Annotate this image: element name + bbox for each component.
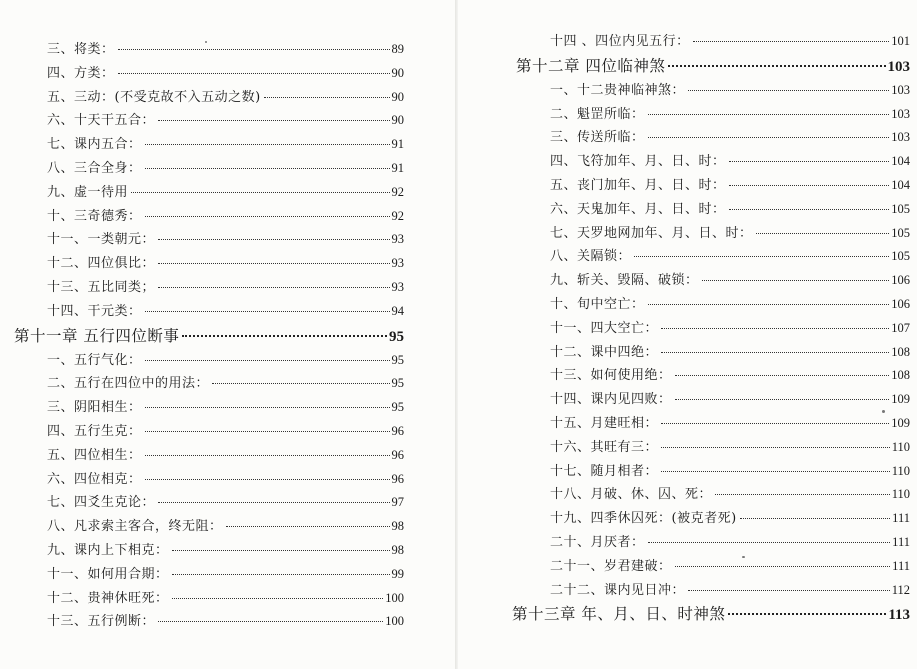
toc-entry-title: 九、虚一待用: [47, 184, 129, 200]
toc-entry: [0, 563, 404, 587]
toc-entry-title: 五、四位相生：: [47, 447, 142, 463]
toc-entry-title: 十八、月破、休、囚、死：: [550, 487, 713, 503]
toc-entry: [0, 349, 404, 373]
toc-page-number: 98: [391, 542, 404, 557]
toc-entry-title: 五、丧门加年、月、日、时：: [550, 177, 726, 193]
toc-entry-title: 四、五行生克：: [47, 423, 142, 439]
toc-entry: [458, 579, 910, 603]
toc-entry-title: 七、天罗地网加年、月、日、时：: [550, 225, 753, 241]
toc-entry: [458, 555, 910, 579]
toc-page-number: 91: [391, 137, 404, 152]
toc-page-number: 111: [892, 511, 910, 526]
dot-leader: [145, 311, 390, 312]
toc-entry-title: 三、传送所临：: [550, 130, 645, 146]
toc-chapter-heading: [458, 602, 910, 627]
toc-page-number: 92: [391, 208, 404, 223]
toc-page-number: 94: [391, 303, 404, 318]
toc-page-number: 110: [891, 487, 910, 502]
toc-entry: [458, 245, 910, 269]
toc-page-number: 103: [891, 82, 910, 97]
toc-entry: [0, 109, 404, 133]
toc-entry-title: 十三、五比同类；: [47, 279, 156, 295]
toc-page-number: 89: [391, 42, 404, 56]
dot-leader: [172, 574, 390, 575]
toc-entry: [0, 181, 404, 205]
toc-entry: [0, 86, 404, 110]
dot-leader: [661, 471, 890, 472]
print-speck: [882, 410, 885, 413]
toc-entry-title: 十四、课内见四败：: [550, 392, 672, 408]
toc-page-number: 110: [891, 439, 910, 454]
toc-entry: [458, 460, 910, 484]
toc-entry-title: 二十二、课内见日冲：: [550, 582, 686, 598]
toc-page-number: 105: [891, 249, 910, 264]
toc-entry-title: 十四 、四位内见五行：: [550, 34, 690, 49]
dot-leader: [158, 502, 389, 503]
dot-leader: [675, 399, 890, 400]
toc-entry: [0, 396, 404, 420]
toc-page-number: 90: [391, 65, 404, 80]
toc-page-number: 104: [891, 177, 910, 192]
toc-entry-title: 二、五行在四位中的用法：: [47, 376, 210, 392]
toc-list-left: [0, 38, 404, 634]
dot-leader: [688, 90, 889, 91]
toc-entry-title: 九、课内上下相克：: [47, 542, 169, 558]
toc-page-number: 106: [891, 296, 910, 311]
toc-page-number: 96: [391, 471, 404, 486]
print-speck: [205, 41, 207, 43]
toc-entry-title: 十一、如何用合期：: [47, 566, 169, 582]
dot-leader: [661, 447, 890, 448]
dot-leader: [661, 328, 889, 329]
toc-entry-title: 十七、随月相者：: [550, 463, 659, 479]
toc-entry: [0, 515, 404, 539]
toc-entry: [458, 317, 910, 341]
left-page: [0, 0, 455, 669]
toc-entry-title: 十一、四大空亡：: [550, 320, 659, 336]
toc-entry-title: 十五、月建旺相：: [550, 415, 659, 431]
dot-leader: [675, 566, 891, 567]
toc-page-number: 108: [891, 344, 910, 359]
toc-entry-title: 一、五行气化：: [47, 352, 142, 368]
dot-leader: [702, 280, 890, 281]
toc-page-number: 95: [391, 400, 404, 415]
toc-page-number: 99: [391, 566, 404, 581]
dot-leader: [661, 423, 889, 424]
toc-entry: [0, 444, 404, 468]
toc-chapter-heading: [458, 54, 910, 79]
dot-leader: [145, 455, 390, 456]
toc-entry-title: 十二、四位俱比：: [47, 256, 156, 272]
toc-page-number: 98: [391, 519, 404, 534]
toc-entry-title: 三、将类：: [47, 42, 115, 57]
toc-page-number: 91: [391, 160, 404, 175]
dot-leader: [740, 518, 891, 519]
toc-entry: [0, 300, 404, 324]
dot-leader: [648, 304, 890, 305]
toc-entry: [458, 483, 910, 507]
dot-leader: [172, 598, 384, 599]
toc-entry-title: 十二、贵神休旺死：: [47, 590, 169, 606]
dot-leader: [131, 192, 389, 193]
dot-leader: [648, 137, 890, 138]
toc-entry-title: 第十一章 五行四位断事: [14, 326, 180, 345]
toc-entry-title: 第十三章 年、月、日、时神煞: [512, 605, 726, 624]
toc-entry-title: 七、四爻生克论：: [47, 495, 156, 511]
toc-entry-title: 十、三奇德秀：: [47, 208, 142, 224]
dot-leader: [182, 335, 387, 337]
toc-entry-title: 八、凡求索主客合，终无阻：: [47, 519, 223, 535]
dot-leader: [145, 407, 390, 408]
toc-page-number: 96: [391, 447, 404, 462]
dot-leader: [158, 263, 389, 264]
dot-leader: [648, 114, 890, 115]
toc-page-number: 93: [391, 279, 404, 294]
dot-leader: [729, 185, 890, 186]
toc-page-number: 113: [888, 607, 910, 624]
toc-page-number: 95: [389, 328, 404, 345]
dot-leader: [729, 209, 890, 210]
dot-leader: [172, 550, 390, 551]
toc-entry-title: 十三、五行例断：: [47, 614, 156, 630]
toc-entry-title: 十、旬中空亡：: [550, 296, 645, 312]
toc-entry: [458, 341, 910, 365]
toc-entry: [0, 468, 404, 492]
toc-entry: [458, 364, 910, 388]
dot-leader: [634, 256, 889, 257]
toc-entry-title: 二十一、岁君建破：: [550, 558, 672, 574]
toc-entry: [458, 507, 910, 531]
toc-entry-title: 六、天鬼加年、月、日、时：: [550, 201, 726, 217]
toc-entry: [458, 79, 910, 103]
toc-entry: [0, 252, 404, 276]
toc-page-number: 111: [892, 534, 910, 549]
toc-entry: [458, 174, 910, 198]
toc-entry-title: 第十二章 四位临神煞: [516, 56, 666, 75]
toc-entry-title: 四、飞符加年、月、日、时：: [550, 154, 726, 170]
dot-leader: [729, 161, 890, 162]
toc-entry: [458, 293, 910, 317]
dot-leader: [145, 431, 390, 432]
toc-entry: [0, 372, 404, 396]
toc-entry: [458, 388, 910, 412]
toc-page-number: 107: [891, 320, 910, 335]
toc-page-number: 105: [891, 225, 910, 240]
dot-leader: [158, 120, 389, 121]
toc-entry: [0, 610, 404, 634]
toc-page-number: 104: [891, 154, 910, 169]
toc-entry-title: 十四、干元类：: [47, 303, 142, 319]
dot-leader: [668, 65, 885, 67]
toc-entry-title: 七、课内五合：: [47, 137, 142, 153]
dot-leader: [715, 494, 890, 495]
toc-page-number: 96: [391, 423, 404, 438]
toc-page-number: 103: [887, 58, 910, 75]
dot-leader: [145, 479, 390, 480]
toc-entry: [0, 539, 404, 563]
toc-entry: [0, 205, 404, 229]
toc-page-number: 93: [391, 232, 404, 247]
toc-page-number: 109: [891, 415, 910, 430]
toc-entry-title: 十九、四季休囚死：(被克者死): [550, 511, 737, 527]
toc-entry-title: 九、斩关、毁隔、破锁：: [550, 273, 699, 289]
toc-entry-title: 一、十二贵神临神煞：: [550, 82, 686, 98]
toc-entry: [0, 157, 404, 181]
dot-leader: [145, 216, 390, 217]
toc-entry: [458, 103, 910, 127]
toc-chapter-heading: [0, 324, 404, 349]
toc-entry: [458, 126, 910, 150]
toc-entry-title: 十二、课中四绝：: [550, 344, 659, 360]
toc-entry: [458, 436, 910, 460]
toc-entry: [0, 420, 404, 444]
toc-page-number: 97: [391, 495, 404, 510]
toc-entry: [458, 222, 910, 246]
toc-entry-title: 六、四位相克：: [47, 471, 142, 487]
dot-leader: [212, 383, 389, 384]
toc-entry: [458, 412, 910, 436]
print-speck: [742, 556, 745, 558]
toc-entry: [0, 133, 404, 157]
toc-entry-title: 六、十天干五合：: [47, 113, 156, 129]
toc-page-number: 111: [892, 558, 910, 573]
toc-page-number: 103: [891, 106, 910, 121]
toc-page-number: 90: [391, 89, 404, 104]
toc-page-number: 103: [891, 130, 910, 145]
dot-leader: [675, 375, 890, 376]
dot-leader: [688, 590, 890, 591]
dot-leader: [728, 613, 886, 615]
dot-leader: [145, 168, 390, 169]
dot-leader: [756, 233, 890, 234]
toc-page-number: 106: [891, 273, 910, 288]
toc-entry: [0, 276, 404, 300]
toc-entry-title: 十六、其旺有三：: [550, 439, 659, 455]
right-page: [458, 0, 917, 669]
toc-page-number: 105: [891, 201, 910, 216]
toc-page-number: 95: [391, 352, 404, 367]
toc-entry-title: 五、三动：(不受克故不入五动之数): [47, 89, 261, 105]
toc-entry: [0, 491, 404, 515]
toc-entry: [0, 38, 404, 62]
dot-leader: [158, 239, 389, 240]
toc-page-number: 100: [385, 614, 404, 629]
dot-leader: [118, 49, 390, 50]
toc-page-number: 92: [391, 184, 404, 199]
dot-leader: [158, 621, 383, 622]
toc-entry: [0, 62, 404, 86]
toc-entry: [0, 228, 404, 252]
dot-leader: [693, 41, 890, 42]
toc-entry-title: 四、方类：: [47, 65, 115, 81]
toc-entry-title: 八、三合全身：: [47, 160, 142, 176]
dot-leader: [158, 287, 389, 288]
toc-page-number: 93: [391, 256, 404, 271]
dot-leader: [648, 542, 891, 543]
dot-leader: [118, 73, 390, 74]
toc-page-number: 95: [391, 376, 404, 391]
toc-entry-title: 三、阴阳相生：: [47, 400, 142, 416]
toc-entry-title: 二十、月厌者：: [550, 534, 645, 550]
dot-leader: [661, 352, 889, 353]
toc-page-number: 112: [891, 582, 910, 597]
dot-leader: [145, 360, 390, 361]
dot-leader: [264, 97, 390, 98]
toc-entry: [0, 587, 404, 611]
toc-page-number: 90: [391, 113, 404, 128]
toc-entry: [458, 269, 910, 293]
toc-entry: [458, 531, 910, 555]
toc-page-number: 101: [891, 34, 910, 48]
toc-entry-title: 十一、一类朝元：: [47, 232, 156, 248]
toc-entry: [458, 30, 910, 54]
toc-entry-title: 八、关隔锁：: [550, 249, 632, 265]
toc-entry-title: 十三、如何使用绝：: [550, 368, 672, 384]
toc-entry: [458, 150, 910, 174]
toc-list-right: [458, 30, 910, 627]
dot-leader: [226, 526, 390, 527]
toc-page-number: 108: [891, 368, 910, 383]
dot-leader: [145, 144, 390, 145]
toc-entry-title: 二、魁罡所临：: [550, 106, 645, 122]
toc-page-number: 109: [891, 392, 910, 407]
toc-entry: [458, 198, 910, 222]
toc-page-number: 110: [891, 463, 910, 478]
toc-page-number: 100: [385, 590, 404, 605]
